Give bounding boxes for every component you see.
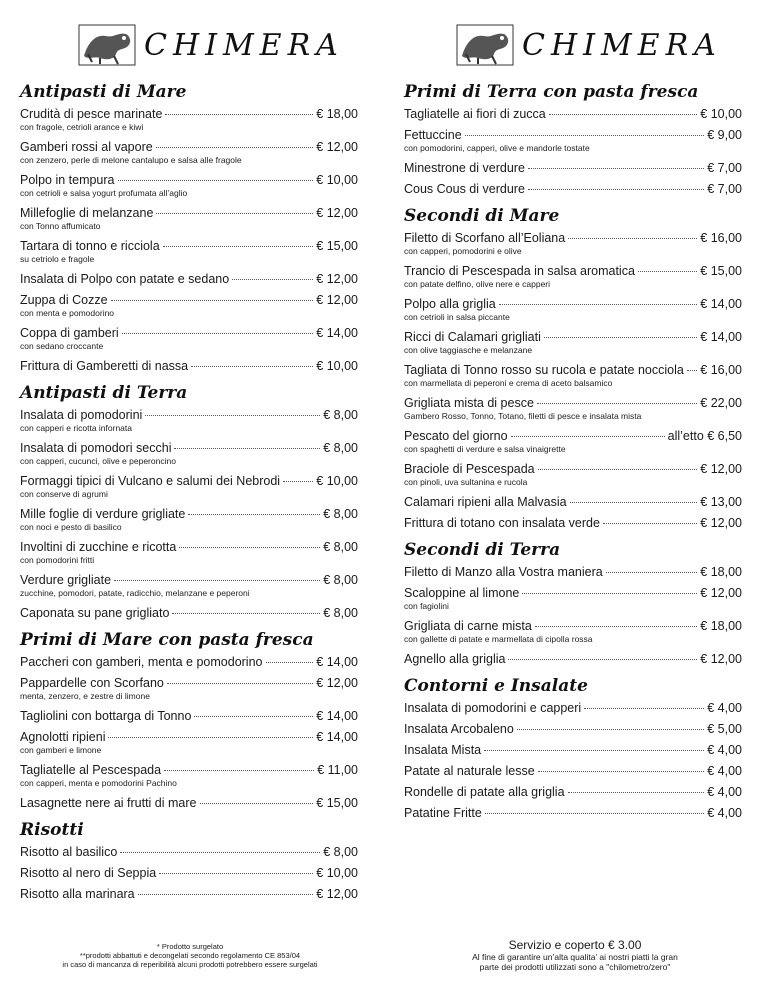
- chimera-emblem-icon: [78, 24, 136, 66]
- logo-left: [78, 22, 344, 68]
- dish-name: Verdure grigliate: [20, 573, 112, 587]
- dish-price: € 12,00: [700, 652, 742, 666]
- dish-description: con fragole, cetrioli arance e kiwi: [20, 122, 144, 132]
- dish-name: Ricci di Calamari grigliati: [404, 330, 541, 344]
- dish-name: Filetto di Manzo alla Vostra maniera: [404, 565, 603, 579]
- dish-description: con pomodorini, capperi, olive e mandorle tostate: [404, 143, 590, 153]
- dish-name: Insalata di pomodorini: [20, 408, 143, 422]
- footer-note-regulation: **prodotti abbattuti e decongelati secondo regolamento CE 853/04: [79, 951, 301, 960]
- menu-item: [20, 763, 358, 789]
- dot-leader: [568, 792, 705, 793]
- menu-item: [404, 586, 742, 612]
- dot-leader: [167, 683, 313, 684]
- dot-leader: [145, 415, 320, 416]
- dish-price: € 10,00: [316, 866, 358, 880]
- menu-item: [404, 495, 742, 509]
- dish-description: con pinoli, uva sultanina e rucola: [404, 477, 528, 487]
- menu-item: [404, 806, 742, 820]
- dot-leader: [606, 572, 698, 573]
- menu-item: [20, 796, 358, 810]
- menu-item: [404, 107, 742, 121]
- dish-name: Minestrone di verdure: [404, 161, 525, 175]
- dish-name: Insalata Mista: [404, 743, 482, 757]
- menu-item: [20, 326, 358, 352]
- dot-leader: [191, 366, 313, 367]
- dish-name: Tagliata di Tonno rosso su rucola e patate nocciola: [404, 363, 684, 377]
- dish-name: Grigliata di carne mista: [404, 619, 532, 633]
- dish-description: con gamberi e limone: [20, 745, 102, 755]
- quality-note-line2: parte dei prodotti utilizzati sono a "chilometro/zero": [479, 962, 671, 972]
- dish-name: Millefoglie di melanzane: [20, 206, 154, 220]
- dish-name: Insalata di pomodori secchi: [20, 441, 172, 455]
- dish-price: € 12,00: [316, 887, 358, 901]
- dish-description: con marmellata di peperoni e crema di aceto balsamico: [404, 378, 613, 388]
- dish-price: € 12,00: [700, 462, 742, 476]
- dot-leader: [179, 547, 320, 548]
- footer-service: [430, 938, 720, 972]
- dish-price: € 18,00: [700, 565, 742, 579]
- dish-name: Formaggi tipici di Vulcano e salumi dei Nebrodi: [20, 474, 281, 488]
- menu-item: [20, 107, 358, 133]
- dot-leader: [538, 469, 698, 470]
- dish-name: Patate al naturale lesse: [404, 764, 535, 778]
- dish-description: con pomodorini fritti: [20, 555, 95, 565]
- menu-item: [20, 272, 358, 286]
- dish-name: Tagliolini con bottarga di Tonno: [20, 709, 192, 723]
- dish-price: € 12,00: [316, 140, 358, 154]
- menu-item: [20, 730, 358, 756]
- dot-leader: [120, 852, 320, 853]
- menu-item: [20, 606, 358, 620]
- section-title: Secondi di Terra: [404, 540, 561, 560]
- dish-name: Mille foglie di verdure grigliate: [20, 507, 186, 521]
- dish-description: con cetrioli e salsa yogurt profumata all’aglio: [20, 188, 188, 198]
- logo-right: [456, 22, 722, 68]
- section-title: Antipasti di Mare: [20, 82, 187, 102]
- menu-item: [20, 655, 358, 669]
- dot-leader: [164, 770, 314, 771]
- dish-price: € 12,00: [316, 676, 358, 690]
- dish-name: Involtini di zucchine e ricotta: [20, 540, 177, 554]
- dot-leader: [568, 238, 697, 239]
- dish-description: con conserve di agrumi: [20, 489, 108, 499]
- dish-description: con fagiolini: [404, 601, 449, 611]
- dot-leader: [544, 337, 697, 338]
- menu-column-left: [20, 78, 358, 908]
- menu-item: [20, 206, 358, 232]
- dish-price: € 4,00: [707, 785, 742, 799]
- dot-leader: [535, 626, 697, 627]
- dish-description: con capperi, cucunci, olive e peperoncino: [20, 456, 176, 466]
- menu-item: [20, 866, 358, 880]
- dot-leader: [283, 481, 313, 482]
- dish-description: con zenzero, perle di melone cantalupo e salsa alle fragole: [20, 155, 242, 165]
- brand-name: CHIMERA: [522, 27, 722, 63]
- dish-price: all’etto € 6,50: [667, 429, 742, 443]
- section-title: Primi di Terra con pasta fresca: [404, 82, 699, 102]
- menu-item: [404, 619, 742, 645]
- dish-name: Crudità di pesce marinate: [20, 107, 163, 121]
- menu-item: [20, 709, 358, 723]
- menu-item: [404, 722, 742, 736]
- dot-leader: [156, 147, 314, 148]
- menu-column-right: [404, 78, 742, 827]
- dot-leader: [266, 662, 314, 663]
- menu-item: [404, 161, 742, 175]
- dish-price: € 4,00: [707, 764, 742, 778]
- menu-item: [404, 565, 742, 579]
- dish-description: Gambero Rosso, Tonno, Totano, filetti di pesce e insalata mista: [404, 411, 642, 421]
- dish-name: Frittura di Gamberetti di nassa: [20, 359, 189, 373]
- dish-price: € 12,00: [316, 293, 358, 307]
- dish-name: Frittura di totano con insalata verde: [404, 516, 600, 530]
- dot-leader: [163, 246, 314, 247]
- dish-price: € 8,00: [323, 606, 358, 620]
- menu-item: [404, 396, 742, 422]
- dot-leader: [528, 189, 704, 190]
- dish-name: Cous Cous di verdure: [404, 182, 525, 196]
- dish-name: Risotto alla marinara: [20, 887, 135, 901]
- menu-item: [404, 743, 742, 757]
- dot-leader: [194, 716, 313, 717]
- brand-name: CHIMERA: [144, 27, 344, 63]
- dot-leader: [111, 300, 314, 301]
- dish-name: Paccheri con gamberi, menta e pomodorino: [20, 655, 263, 669]
- dish-name: Tagliatelle ai fiori di zucca: [404, 107, 546, 121]
- dish-description: con menta e pomodorino: [20, 308, 115, 318]
- menu-item: [404, 701, 742, 715]
- dish-description: con gallette di patate e marmellata di cipolla rossa: [404, 634, 593, 644]
- dish-price: € 10,00: [316, 173, 358, 187]
- section-title: Secondi di Mare: [404, 206, 560, 226]
- menu-item: [20, 540, 358, 566]
- dish-description: con noci e pesto di basilico: [20, 522, 122, 532]
- dish-name: Rondelle di patate alla griglia: [404, 785, 565, 799]
- dish-name: Risotto al nero di Seppia: [20, 866, 157, 880]
- dish-price: € 16,00: [700, 231, 742, 245]
- dish-name: Coppa di gamberi: [20, 326, 119, 340]
- dot-leader: [522, 593, 697, 594]
- section-title: Risotti: [20, 820, 84, 840]
- dot-leader: [465, 135, 705, 136]
- dot-leader: [528, 168, 704, 169]
- menu-item: [20, 359, 358, 373]
- menu-item: [404, 264, 742, 290]
- dish-price: € 12,00: [700, 586, 742, 600]
- dish-price: € 8,00: [323, 408, 358, 422]
- dish-price: € 14,00: [316, 730, 358, 744]
- dot-leader: [122, 333, 314, 334]
- service-charge: Servizio e coperto € 3.00: [508, 938, 642, 952]
- menu-item: [20, 140, 358, 166]
- menu-item: [404, 363, 742, 389]
- dish-name: Filetto di Scorfano all’Eoliana: [404, 231, 566, 245]
- dish-price: € 4,00: [707, 701, 742, 715]
- dot-leader: [537, 403, 697, 404]
- menu-item: [20, 507, 358, 533]
- dish-price: € 22,00: [700, 396, 742, 410]
- menu-item: [20, 887, 358, 901]
- dish-price: € 18,00: [316, 107, 358, 121]
- dot-leader: [638, 271, 697, 272]
- dot-leader: [138, 894, 314, 895]
- dish-price: € 10,00: [316, 474, 358, 488]
- dot-leader: [603, 523, 697, 524]
- dish-price: € 15,00: [316, 796, 358, 810]
- footer-note-availability: in caso di mancanza di reperibilità alcuni prodotti potrebbero essere surgelati: [62, 960, 318, 969]
- dish-price: € 16,00: [700, 363, 742, 377]
- dish-price: € 14,00: [700, 330, 742, 344]
- menu-item: [404, 652, 742, 666]
- menu-item: [404, 231, 742, 257]
- dish-description: su cetriolo e fragole: [20, 254, 95, 264]
- dish-name: Caponata su pane grigliato: [20, 606, 170, 620]
- dish-price: € 4,00: [707, 743, 742, 757]
- dish-price: € 7,00: [707, 161, 742, 175]
- dish-description: con Tonno affumicato: [20, 221, 101, 231]
- dot-leader: [499, 304, 698, 305]
- dot-leader: [118, 180, 314, 181]
- dot-leader: [165, 114, 313, 115]
- dish-name: Gamberi rossi al vapore: [20, 140, 153, 154]
- dot-leader: [584, 708, 704, 709]
- menu-item: [404, 785, 742, 799]
- menu-item: [404, 516, 742, 530]
- menu-item: [20, 474, 358, 500]
- dot-leader: [172, 613, 320, 614]
- dish-description: zucchine, pomodori, patate, radicchio, melanzane e peperoni: [20, 588, 250, 598]
- dot-leader: [200, 803, 314, 804]
- dot-leader: [114, 580, 320, 581]
- dot-leader: [174, 448, 320, 449]
- dish-price: € 12,00: [316, 272, 358, 286]
- dish-description: menta, zenzero, e zestre di limone: [20, 691, 150, 701]
- menu-item: [404, 182, 742, 196]
- menu-item: [20, 173, 358, 199]
- dish-price: € 15,00: [700, 264, 742, 278]
- dot-leader: [108, 737, 313, 738]
- dot-leader: [538, 771, 705, 772]
- dish-price: € 8,00: [323, 540, 358, 554]
- chimera-emblem-icon: [456, 24, 514, 66]
- dot-leader: [232, 279, 313, 280]
- menu-item: [20, 441, 358, 467]
- dish-name: Pappardelle con Scorfano: [20, 676, 164, 690]
- dot-leader: [549, 114, 698, 115]
- dot-leader: [485, 813, 704, 814]
- menu-item: [404, 128, 742, 154]
- dish-price: € 13,00: [700, 495, 742, 509]
- dish-price: € 14,00: [700, 297, 742, 311]
- dish-name: Insalata di Polpo con patate e sedano: [20, 272, 230, 286]
- menu-item: [404, 429, 742, 455]
- footer-notes: [40, 942, 340, 969]
- menu-item: [20, 573, 358, 599]
- dot-leader: [687, 370, 697, 371]
- dish-price: € 9,00: [707, 128, 742, 142]
- dot-leader: [484, 750, 704, 751]
- dish-price: € 10,00: [316, 359, 358, 373]
- dot-leader: [188, 514, 320, 515]
- dish-price: € 5,00: [707, 722, 742, 736]
- menu-item: [404, 764, 742, 778]
- dish-price: € 11,00: [317, 763, 358, 777]
- footer-note-frozen: * Prodotto surgelato: [156, 942, 224, 951]
- dish-description: con patate delfino, olive nere e capperi: [404, 279, 551, 289]
- dot-leader: [508, 659, 697, 660]
- dish-name: Lasagnette nere ai frutti di mare: [20, 796, 197, 810]
- dish-price: € 14,00: [316, 709, 358, 723]
- dot-leader: [156, 213, 313, 214]
- dish-description: con capperi, menta e pomodorini Pachino: [20, 778, 177, 788]
- dish-description: con capperi, pomodorini e olive: [404, 246, 522, 256]
- dish-name: Risotto al basilico: [20, 845, 118, 859]
- menu-item: [20, 845, 358, 859]
- dot-leader: [159, 873, 313, 874]
- dish-price: € 12,00: [700, 516, 742, 530]
- dish-name: Trancio di Pescespada in salsa aromatica: [404, 264, 635, 278]
- dish-name: Polpo in tempura: [20, 173, 115, 187]
- dish-name: Agnolotti ripieni: [20, 730, 106, 744]
- dish-price: € 4,00: [707, 806, 742, 820]
- dish-name: Pescato del giorno: [404, 429, 508, 443]
- quality-note-line1: Al fine di garantire un’alta qualita’ ai nostri piatti la gran: [472, 952, 678, 962]
- dish-name: Patatine Fritte: [404, 806, 482, 820]
- dish-name: Zuppa di Cozze: [20, 293, 108, 307]
- dish-description: con cetrioli in salsa piccante: [404, 312, 510, 322]
- dish-name: Polpo alla griglia: [404, 297, 496, 311]
- section-title: Primi di Mare con pasta fresca: [20, 630, 314, 650]
- dish-price: € 8,00: [323, 845, 358, 859]
- dish-name: Grigliata mista di pesce: [404, 396, 534, 410]
- dish-price: € 12,00: [316, 206, 358, 220]
- dish-name: Insalata Arcobaleno: [404, 722, 514, 736]
- dish-price: € 8,00: [323, 441, 358, 455]
- dish-name: Calamari ripieni alla Malvasia: [404, 495, 567, 509]
- dish-name: Tagliatelle al Pescespada: [20, 763, 162, 777]
- dish-name: Fettuccine: [404, 128, 462, 142]
- dish-name: Tartara di tonno e ricciola: [20, 239, 160, 253]
- dish-price: € 10,00: [700, 107, 742, 121]
- menu-item: [20, 676, 358, 702]
- menu-item: [20, 408, 358, 434]
- dish-price: € 7,00: [707, 182, 742, 196]
- dish-price: € 18,00: [700, 619, 742, 633]
- dish-name: Scaloppine al limone: [404, 586, 520, 600]
- dish-description: con capperi e ricotta infornata: [20, 423, 132, 433]
- menu-item: [404, 330, 742, 356]
- dish-description: con sedano croccante: [20, 341, 104, 351]
- dish-price: € 14,00: [316, 326, 358, 340]
- dish-name: Braciole di Pescespada: [404, 462, 535, 476]
- dish-price: € 14,00: [316, 655, 358, 669]
- dot-leader: [511, 436, 665, 437]
- section-title: Contorni e Insalate: [404, 676, 588, 696]
- dish-name: Agnello alla griglia: [404, 652, 506, 666]
- section-title: Antipasti di Terra: [20, 383, 188, 403]
- menu-item: [404, 462, 742, 488]
- menu-item: [404, 297, 742, 323]
- dot-leader: [570, 502, 698, 503]
- dish-name: Insalata di pomodorini e capperi: [404, 701, 582, 715]
- menu-item: [20, 293, 358, 319]
- dish-price: € 15,00: [316, 239, 358, 253]
- dot-leader: [517, 729, 704, 730]
- dish-price: € 8,00: [323, 573, 358, 587]
- dish-price: € 8,00: [323, 507, 358, 521]
- menu-item: [20, 239, 358, 265]
- dish-description: con spaghetti di verdure e salsa vinaigrette: [404, 444, 566, 454]
- dish-description: con olive taggiasche e melanzane: [404, 345, 533, 355]
